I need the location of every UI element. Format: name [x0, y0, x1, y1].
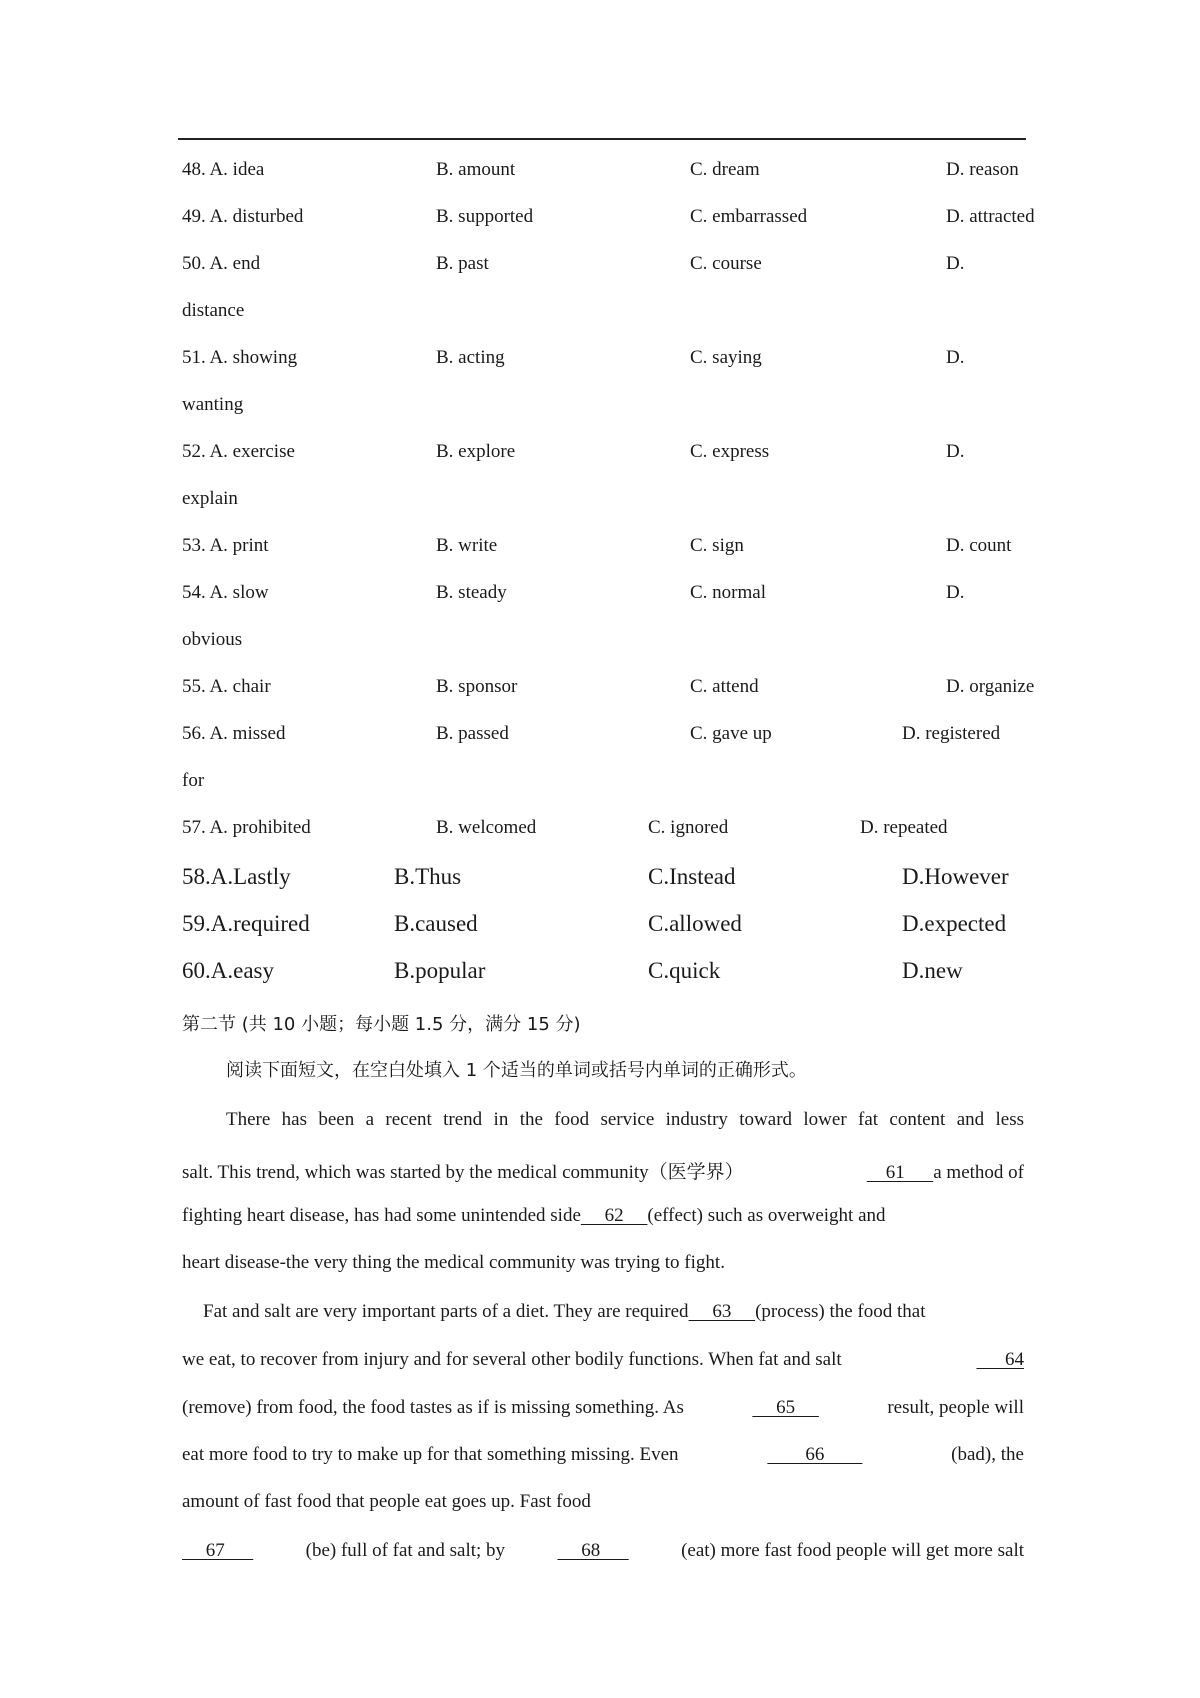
option-d: D.	[946, 441, 965, 462]
passage-line: There has been a recent trend in the food service industry toward lower fat content and less	[226, 1109, 1024, 1130]
blank-62[interactable]: 62	[580, 1205, 648, 1226]
passage-line: we eat, to recover from injury and for several other bodily functions. When fat and salt 64	[182, 1349, 1024, 1370]
option-d: D. reason	[946, 159, 1019, 180]
option-a: 54. A. slow	[182, 582, 269, 603]
option-d: D. repeated	[860, 817, 948, 838]
option-d: D. count	[946, 535, 1012, 556]
header-rule	[178, 138, 1026, 140]
option-a: 53. A. print	[182, 535, 269, 556]
option-b: B. explore	[436, 441, 516, 462]
option-d: D. organize	[946, 676, 1035, 697]
option-a: 51. A. showing	[182, 347, 298, 368]
option-c: C.quick	[648, 958, 721, 983]
option-d: D.	[946, 582, 965, 603]
option-d-wrap: obvious	[182, 629, 243, 650]
option-b: B. past	[436, 253, 489, 274]
passage-line: eat more food to try to make up for that something missing. Even 66 (bad), the	[182, 1444, 1024, 1465]
blank-68[interactable]: 68	[557, 1540, 629, 1561]
option-c: C. embarrassed	[690, 206, 808, 227]
option-c: C. course	[690, 253, 762, 274]
option-b: B.caused	[394, 911, 478, 936]
option-d-wrap: for	[182, 770, 205, 791]
option-c: C. sign	[690, 535, 744, 556]
option-a: 50. A. end	[182, 253, 261, 274]
option-a: 59.A.required	[182, 911, 310, 936]
option-b: B.Thus	[394, 864, 462, 889]
passage-line: Fat and salt are very important parts of a diet. They are required 63 (process) the food that	[203, 1301, 926, 1322]
passage-line: amount of fast food that people eat goes up. Fast food	[182, 1491, 591, 1512]
option-b: B. welcomed	[436, 817, 537, 838]
option-c: C. attend	[690, 676, 759, 697]
option-b: B. passed	[436, 723, 509, 744]
option-a: 60.A.easy	[182, 958, 274, 983]
option-d: D.new	[902, 958, 963, 983]
section-heading: 第二节 (共 10 小题；每小题 1.5 分，满分 15 分)	[182, 1014, 581, 1035]
blank-67[interactable]: 67	[182, 1540, 254, 1561]
passage-line: 67 (be) full of fat and salt; by 68 (eat) more fast food people will get more salt	[182, 1540, 1024, 1561]
blank-66[interactable]: 66	[767, 1444, 863, 1465]
option-d: D. attracted	[946, 206, 1035, 227]
option-a: 58.A.Lastly	[182, 864, 291, 889]
option-b: B. write	[436, 535, 498, 556]
option-d-wrap: wanting	[182, 394, 244, 415]
option-c: C. express	[690, 441, 770, 462]
option-d-wrap: explain	[182, 488, 238, 509]
option-d: D.	[946, 253, 965, 274]
option-b: B. acting	[436, 347, 505, 368]
passage-line: (remove) from food, the food tastes as if is missing something. As 65 result, people will	[182, 1397, 1024, 1418]
passage-line: heart disease-the very thing the medical community was trying to fight.	[182, 1252, 725, 1273]
option-d: D. registered	[902, 723, 1001, 744]
option-c: C. normal	[690, 582, 766, 603]
passage-line: fighting heart disease, has had some unintended side 62 (effect) such as overweight and	[182, 1205, 886, 1226]
option-d: D.	[946, 347, 965, 368]
option-d-wrap: distance	[182, 300, 245, 321]
option-b: B.popular	[394, 958, 486, 983]
option-b: B. sponsor	[436, 676, 518, 697]
option-b: B. supported	[436, 206, 534, 227]
blank-64[interactable]: 64	[976, 1349, 1024, 1370]
option-a: 48. A. idea	[182, 159, 265, 180]
option-d: D.However	[902, 864, 1009, 889]
option-b: B. steady	[436, 582, 507, 603]
option-c: C. gave up	[690, 723, 772, 744]
option-b: B. amount	[436, 159, 516, 180]
option-d: D.expected	[902, 911, 1007, 936]
blank-63[interactable]: 63	[688, 1301, 756, 1322]
section-instruction: 阅读下面短文，在空白处填入 1 个适当的单词或括号内单词的正确形式。	[226, 1060, 807, 1081]
option-a: 56. A. missed	[182, 723, 286, 744]
option-c: C.Instead	[648, 864, 736, 889]
option-a: 55. A. chair	[182, 676, 271, 697]
blank-65[interactable]: 65	[752, 1397, 819, 1418]
option-c: C.allowed	[648, 911, 742, 936]
option-c: C. ignored	[648, 817, 729, 838]
passage-line: salt. This trend, which was started by the medical community（医学界） 61 a method of	[182, 1162, 1024, 1183]
option-c: C. saying	[690, 347, 762, 368]
option-c: C. dream	[690, 159, 760, 180]
option-a: 52. A. exercise	[182, 441, 295, 462]
option-a: 49. A. disturbed	[182, 206, 304, 227]
blank-61[interactable]: 61	[866, 1162, 934, 1183]
option-a: 57. A. prohibited	[182, 817, 311, 838]
